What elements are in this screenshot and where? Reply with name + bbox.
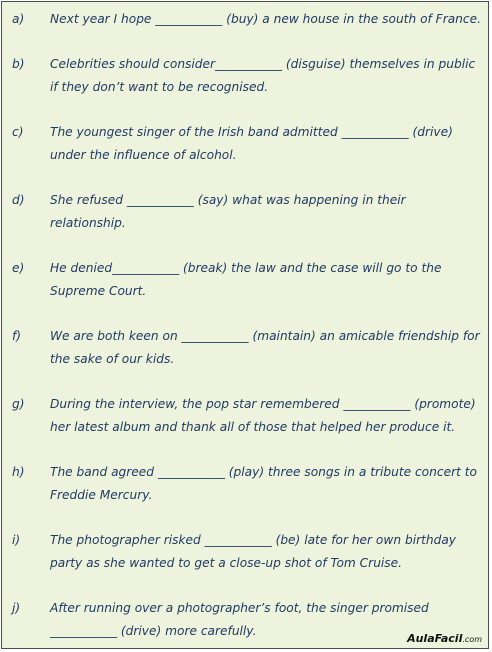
item-letter: e) <box>12 261 25 275</box>
item-text: She refused ___________ (say) what was happening in their relationship. <box>50 193 406 230</box>
item-text: We are both keen on ___________ (maintain) an amicable friendship for the sake of our kids. <box>50 329 480 366</box>
item-text: The photographer risked ___________ (be) late for her own birthday party as she wanted to get a close-up shot of Tom Cruise. <box>50 533 457 570</box>
logo-text: AulaFacil <box>407 632 463 645</box>
item-text: After running over a photographer’s foot, the singer promised ___________ (drive) more carefully. <box>50 601 429 638</box>
logo-suffix: .com <box>462 635 482 644</box>
item-text: He denied___________ (break) the law and the case will go to the Supreme Court. <box>50 261 442 298</box>
item-text: During the interview, the pop star remembered ___________ (promote) her latest album and thank all of those that helped her produce it. <box>50 397 476 434</box>
item-letter: c) <box>12 125 24 139</box>
item-letter: h) <box>12 465 25 479</box>
exercise-sheet <box>1 1 489 649</box>
item-letter: g) <box>12 397 25 411</box>
item-letter: b) <box>12 57 25 71</box>
item-letter: i) <box>12 533 21 547</box>
item-text: The band agreed ___________ (play) three songs in a tribute concert to Freddie Mercury. <box>50 465 477 502</box>
item-text: Celebrities should consider___________ (disguise) themselves in public if they don’t want to be recognised. <box>50 57 476 94</box>
item-letter: f) <box>12 329 22 343</box>
item-text: Next year I hope ___________ (buy) a new house in the south of France. <box>50 12 481 26</box>
aulafacil-logo <box>407 633 482 646</box>
item-letter: j) <box>12 601 21 615</box>
item-letter: a) <box>12 12 25 26</box>
item-text: The youngest singer of the Irish band admitted ___________ (drive) under the influence of alcohol. <box>50 125 453 162</box>
item-letter: d) <box>12 193 25 207</box>
